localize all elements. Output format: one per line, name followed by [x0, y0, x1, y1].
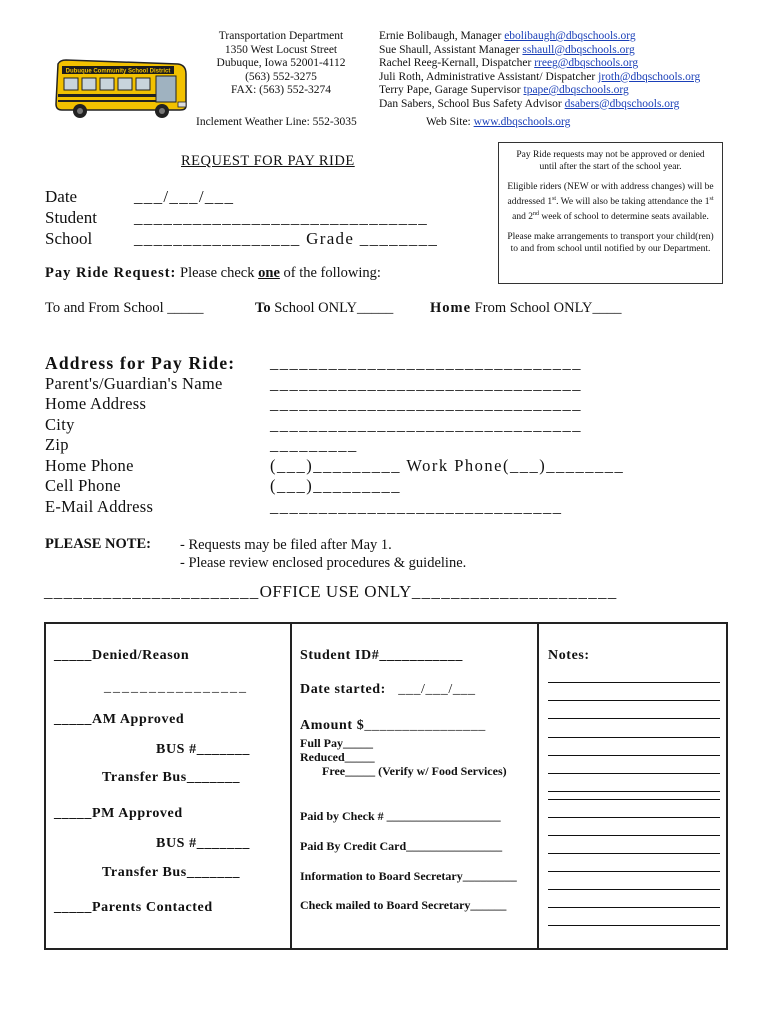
- info-board-secretary-field[interactable]: Information to Board Secretary_________: [300, 869, 517, 883]
- office-use-title: OFFICE USE ONLY: [259, 582, 412, 601]
- notes-line[interactable]: [548, 925, 720, 926]
- parent-name-field[interactable]: ________________________________: [270, 373, 582, 393]
- website-label: Web Site:: [426, 116, 474, 128]
- home-address-field[interactable]: ________________________________: [270, 394, 582, 413]
- heading-rule: _____________________: [411, 582, 618, 601]
- header-line: Transportation Department: [218, 30, 344, 42]
- home-phone-field[interactable]: (___)_________: [270, 455, 401, 475]
- office-use-heading: [44, 582, 734, 602]
- department-address-block: [196, 30, 366, 98]
- am-approved[interactable]: _____AM Approved: [54, 712, 185, 727]
- option-bold: Home: [430, 300, 472, 316]
- notice-text: and 2: [512, 212, 533, 223]
- option-to-school-only[interactable]: [255, 300, 393, 317]
- notes-line[interactable]: [548, 799, 720, 800]
- notes-line[interactable]: [548, 907, 720, 908]
- date-label: Date: [45, 187, 78, 206]
- grade-label: Grade: [306, 229, 355, 248]
- email-field[interactable]: ______________________________: [270, 496, 563, 516]
- paid-by-check-field[interactable]: Paid by Check # ___________________: [300, 809, 501, 823]
- header-line: Dubuque, Iowa 52001-4112: [216, 57, 346, 69]
- student-label: Student: [45, 208, 97, 227]
- please-note-lines: [180, 536, 466, 572]
- school-label: School: [45, 229, 93, 248]
- contact-name: Dan Sabers, School Bus Safety Advisor: [379, 97, 565, 110]
- am-bus-field[interactable]: BUS #_______: [156, 742, 250, 757]
- header-line: FAX: (563) 552-3274: [230, 84, 332, 96]
- notes-line[interactable]: [548, 871, 720, 872]
- address-line-field[interactable]: ________________________________: [270, 353, 582, 372]
- paid-by-card-field[interactable]: Paid By Credit Card________________: [300, 839, 503, 853]
- note-line: - Requests may be filed after May 1.: [180, 537, 392, 553]
- notes-line[interactable]: [548, 889, 720, 890]
- note-line: - Please review enclosed procedures & guideline.: [180, 555, 467, 571]
- notes-line[interactable]: [548, 791, 720, 792]
- date-field[interactable]: ___/___/___: [134, 187, 235, 206]
- notes-line[interactable]: [548, 755, 720, 756]
- student-field[interactable]: ______________________________: [134, 208, 428, 227]
- reason-field[interactable]: ________________: [104, 680, 248, 695]
- student-id-field[interactable]: Student ID#___________: [300, 648, 463, 663]
- contact-line: [379, 30, 759, 44]
- notice-sup: st: [709, 196, 714, 202]
- request-one: one: [258, 265, 280, 281]
- notice-p1: Pay Ride requests may not be approved or denied until after the start of the school year.: [516, 150, 705, 172]
- email-label: E-Mail Address: [45, 496, 154, 516]
- basic-labels: [45, 186, 97, 249]
- notice-text: Eligible riders (NEW or with address changes) will be addressed 1: [507, 182, 714, 208]
- notes-line[interactable]: [548, 773, 720, 774]
- option-to-and-from[interactable]: To and From School _____: [45, 300, 204, 316]
- parents-contacted[interactable]: _____Parents Contacted: [54, 900, 213, 915]
- notice-p3: Please make arrangements to transport your child(ren) to and from school until notified by our Department.: [507, 232, 714, 255]
- option-home-from-school[interactable]: [430, 300, 621, 317]
- city-label: City: [45, 414, 75, 434]
- basic-fields: [134, 186, 438, 249]
- contact-line: [379, 44, 759, 58]
- full-pay-option[interactable]: Full Pay_____: [300, 736, 374, 750]
- date-started-label: Date started:: [300, 682, 386, 697]
- inclement-weather-line: Inclement Weather Line: 552-3035: [196, 116, 357, 128]
- header-line: (563) 552-3275: [245, 70, 317, 83]
- notice-text: week of school to determine seats available.: [538, 212, 709, 223]
- reduced-option[interactable]: Reduced_____: [300, 750, 375, 764]
- notice-sup: nd: [532, 211, 539, 218]
- notes-line[interactable]: [548, 853, 720, 854]
- notice-box: [498, 142, 723, 284]
- pay-type-options: [300, 736, 507, 778]
- notes-line[interactable]: [548, 700, 720, 701]
- contact-email-link[interactable]: dsabers@dbqschools.org: [564, 97, 680, 110]
- column-divider: [537, 624, 539, 948]
- amount-label: Amount $: [300, 718, 365, 733]
- heading-rule: ______________________: [44, 582, 260, 601]
- work-phone-field[interactable]: Work Phone(___)________: [406, 455, 625, 475]
- pm-bus-field[interactable]: BUS #_______: [156, 836, 250, 851]
- address-labels: [45, 353, 235, 517]
- notes-line[interactable]: [548, 835, 720, 836]
- city-field[interactable]: ________________________________: [270, 414, 582, 434]
- option-text: From School ONLY____: [471, 300, 622, 316]
- notes-line[interactable]: [548, 718, 720, 719]
- school-bus-logo: [52, 56, 188, 120]
- pm-approved[interactable]: _____PM Approved: [54, 806, 183, 821]
- school-grade-row: [134, 228, 438, 249]
- contact-name: Ernie Bolibaugh, Manager: [379, 30, 505, 42]
- contact-name: Terry Pape, Garage Supervisor: [379, 84, 524, 96]
- contact-email-link[interactable]: rreeg@dbqschools.org: [534, 57, 639, 69]
- form-title: REQUEST FOR PAY RIDE: [181, 153, 355, 169]
- am-transfer-bus-field[interactable]: Transfer Bus_______: [102, 770, 241, 785]
- free-option[interactable]: Free_____ (Verify w/ Food Services): [322, 764, 507, 778]
- contact-email-link[interactable]: sshaull@dbqschools.org: [522, 43, 635, 56]
- home-phone-label: Home Phone: [45, 455, 134, 475]
- contact-line: [379, 71, 759, 85]
- parent-name-label: Parent's/Guardian's Name: [45, 373, 223, 393]
- cell-phone-label: Cell Phone: [45, 476, 121, 495]
- request-text: of the following:: [279, 265, 381, 281]
- home-address-label: Home Address: [45, 394, 147, 413]
- bus-sign-text: Dubuque Community School District: [65, 68, 171, 75]
- date-started-row: [300, 682, 476, 698]
- notes-line[interactable]: [548, 817, 720, 818]
- contact-line: [379, 57, 759, 71]
- cell-phone-field[interactable]: (___)_________: [270, 476, 401, 495]
- contact-name: Juli Roth, Administrative Assistant/ Dispatcher: [379, 70, 599, 83]
- contact-email-link[interactable]: jroth@dbqschools.org: [598, 70, 701, 83]
- grade-field[interactable]: ________: [359, 229, 439, 248]
- staff-contacts: [379, 30, 759, 111]
- contact-line: [379, 84, 759, 98]
- notes-label: Notes:: [548, 648, 590, 663]
- zip-label: Zip: [45, 435, 69, 454]
- check-mailed-field[interactable]: Check mailed to Board Secretary______: [300, 898, 507, 912]
- request-text: Please check: [176, 265, 259, 281]
- notice-text: . We will also be taking attendance the 1: [556, 197, 710, 208]
- date-started-field[interactable]: ___/___/___: [398, 682, 476, 697]
- contact-email-link[interactable]: tpape@dbqschools.org: [523, 84, 629, 96]
- option-bold: To: [255, 300, 271, 316]
- address-heading: Address for Pay Ride:: [45, 353, 236, 373]
- please-note-label: PLEASE NOTE:: [45, 536, 151, 552]
- option-text: School ONLY_____: [270, 300, 394, 316]
- denied-reason[interactable]: _____Denied/Reason: [54, 648, 190, 663]
- website-link[interactable]: www.dbqschools.org: [473, 116, 571, 128]
- address-fields: [270, 353, 624, 517]
- notes-line[interactable]: [548, 682, 720, 683]
- contact-line: [379, 98, 759, 112]
- notes-line[interactable]: [548, 737, 720, 738]
- pay-ride-request-label: Pay Ride Request:: [45, 265, 177, 281]
- pay-ride-request-line: [45, 265, 381, 282]
- contact-name: Sue Shaull, Assistant Manager: [379, 43, 523, 56]
- phone-row: [270, 456, 624, 477]
- contact-name: Rachel Reeg-Kernall, Dispatcher: [379, 57, 535, 69]
- amount-field[interactable]: ________________: [364, 718, 486, 733]
- contact-email-link[interactable]: ebolibaugh@dbqschools.org: [504, 30, 636, 42]
- amount-row: [300, 718, 486, 734]
- pm-transfer-bus-field[interactable]: Transfer Bus_______: [102, 865, 241, 880]
- notice-p2: [507, 181, 714, 223]
- school-field[interactable]: _________________: [134, 229, 301, 248]
- column-divider: [290, 624, 292, 948]
- website-line: [426, 116, 570, 128]
- header-line: 1350 West Locust Street: [224, 43, 338, 56]
- notice-sup: st: [552, 196, 557, 202]
- zip-field[interactable]: _________: [270, 435, 358, 454]
